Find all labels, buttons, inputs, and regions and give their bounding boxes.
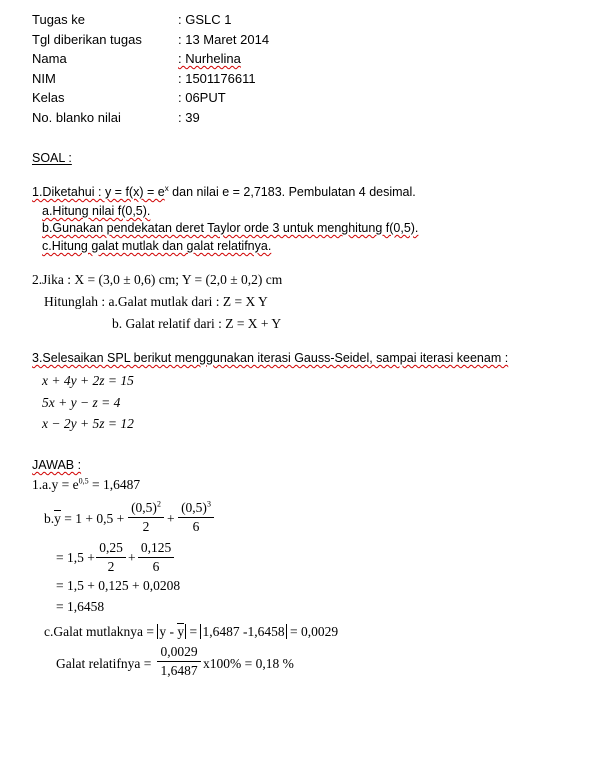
q1-c: c.Hitung galat mutlak dan galat relatifnya. — [42, 239, 272, 253]
value-nim: : 1501176611 — [178, 71, 256, 86]
plus-2: + — [128, 550, 136, 565]
answer-1b-prefix: b.y = 1 + 0,5 + — [44, 511, 125, 526]
q2-line3: b. Galat relatif dari : Z = X + Y — [112, 316, 282, 331]
q3-eq2: 5x + y − z = 4 — [42, 395, 121, 410]
label-tgl: Tgl diberikan tugas — [32, 32, 142, 47]
q2-line2: Hitunglah : a.Galat mutlak dari : Z = X Y — [44, 294, 268, 309]
answer-1a: $1.a.y = e^{0,5} = 1,6487$ — [32, 476, 141, 492]
q1-a: a.Hitung nilai f(0,5). — [42, 204, 151, 218]
value-tgl: : 13 Maret 2014 — [178, 32, 270, 47]
fraction-relatif: 0,0029 1,6487 — [157, 645, 201, 677]
label-blanko: No. blanko nilai — [32, 110, 121, 125]
q3-eq3: x − 2y + 5z = 12 — [42, 416, 134, 431]
label-nama: Nama — [32, 51, 67, 66]
answer-1b-step4: = 1,6458 — [56, 599, 105, 614]
value-nama: : Nurhelina — [178, 51, 241, 66]
plus-1: + — [167, 511, 175, 526]
value-blanko: : 39 — [178, 110, 200, 125]
jawab-heading: JAWAB : — [32, 458, 82, 472]
answer-1b-step3: = 1,5 + 0,125 + 0,0208 — [56, 578, 181, 593]
label-nim: NIM — [32, 71, 56, 86]
soal-heading: SOAL : — [32, 151, 72, 165]
fraction-1: $(0,5)^2$ 2 — [128, 501, 164, 533]
value-kelas: : 06PUT — [178, 90, 226, 105]
fraction-2: $(0,5)^3$ 6 — [178, 501, 214, 533]
galat-relatif-result: x100% = 0,18 % — [203, 656, 294, 671]
fraction-4: 0,125 6 — [138, 541, 174, 573]
label-tugas-ke: Tugas ke — [32, 12, 85, 27]
q1-b: b.Gunakan pendekatan deret Taylor orde 3 untuk menghitung f(0,5). — [42, 221, 419, 235]
q3-eq1: x + 4y + 2z = 15 — [42, 373, 134, 388]
q1-line: 1.Diketahui : $y = f(x) = e^x$ dan nilai e = 2,7183. Pembulatan 4 desimal. — [32, 183, 416, 199]
label-kelas: Kelas — [32, 90, 65, 105]
galat-relatif-label: Galat relatifnya = — [56, 656, 152, 671]
q2-line1: 2.Jika : X = (3,0 ± 0,6) cm; Y = (2,0 ± 0,2) cm — [32, 272, 283, 287]
value-tugas-ke: : GSLC 1 — [178, 12, 232, 27]
fraction-3: 0,25 2 — [96, 541, 126, 573]
answer-1b-step2: = 1,5 + — [56, 550, 95, 565]
q3-line: 3.Selesaikan SPL berikut menggunakan iterasi Gauss-Seidel, sampai iterasi keenam : — [32, 351, 509, 365]
answer-1c: c.Galat mutlaknya = y - y = 1,6487 -1,6458 = 0,0029 — [44, 624, 339, 639]
